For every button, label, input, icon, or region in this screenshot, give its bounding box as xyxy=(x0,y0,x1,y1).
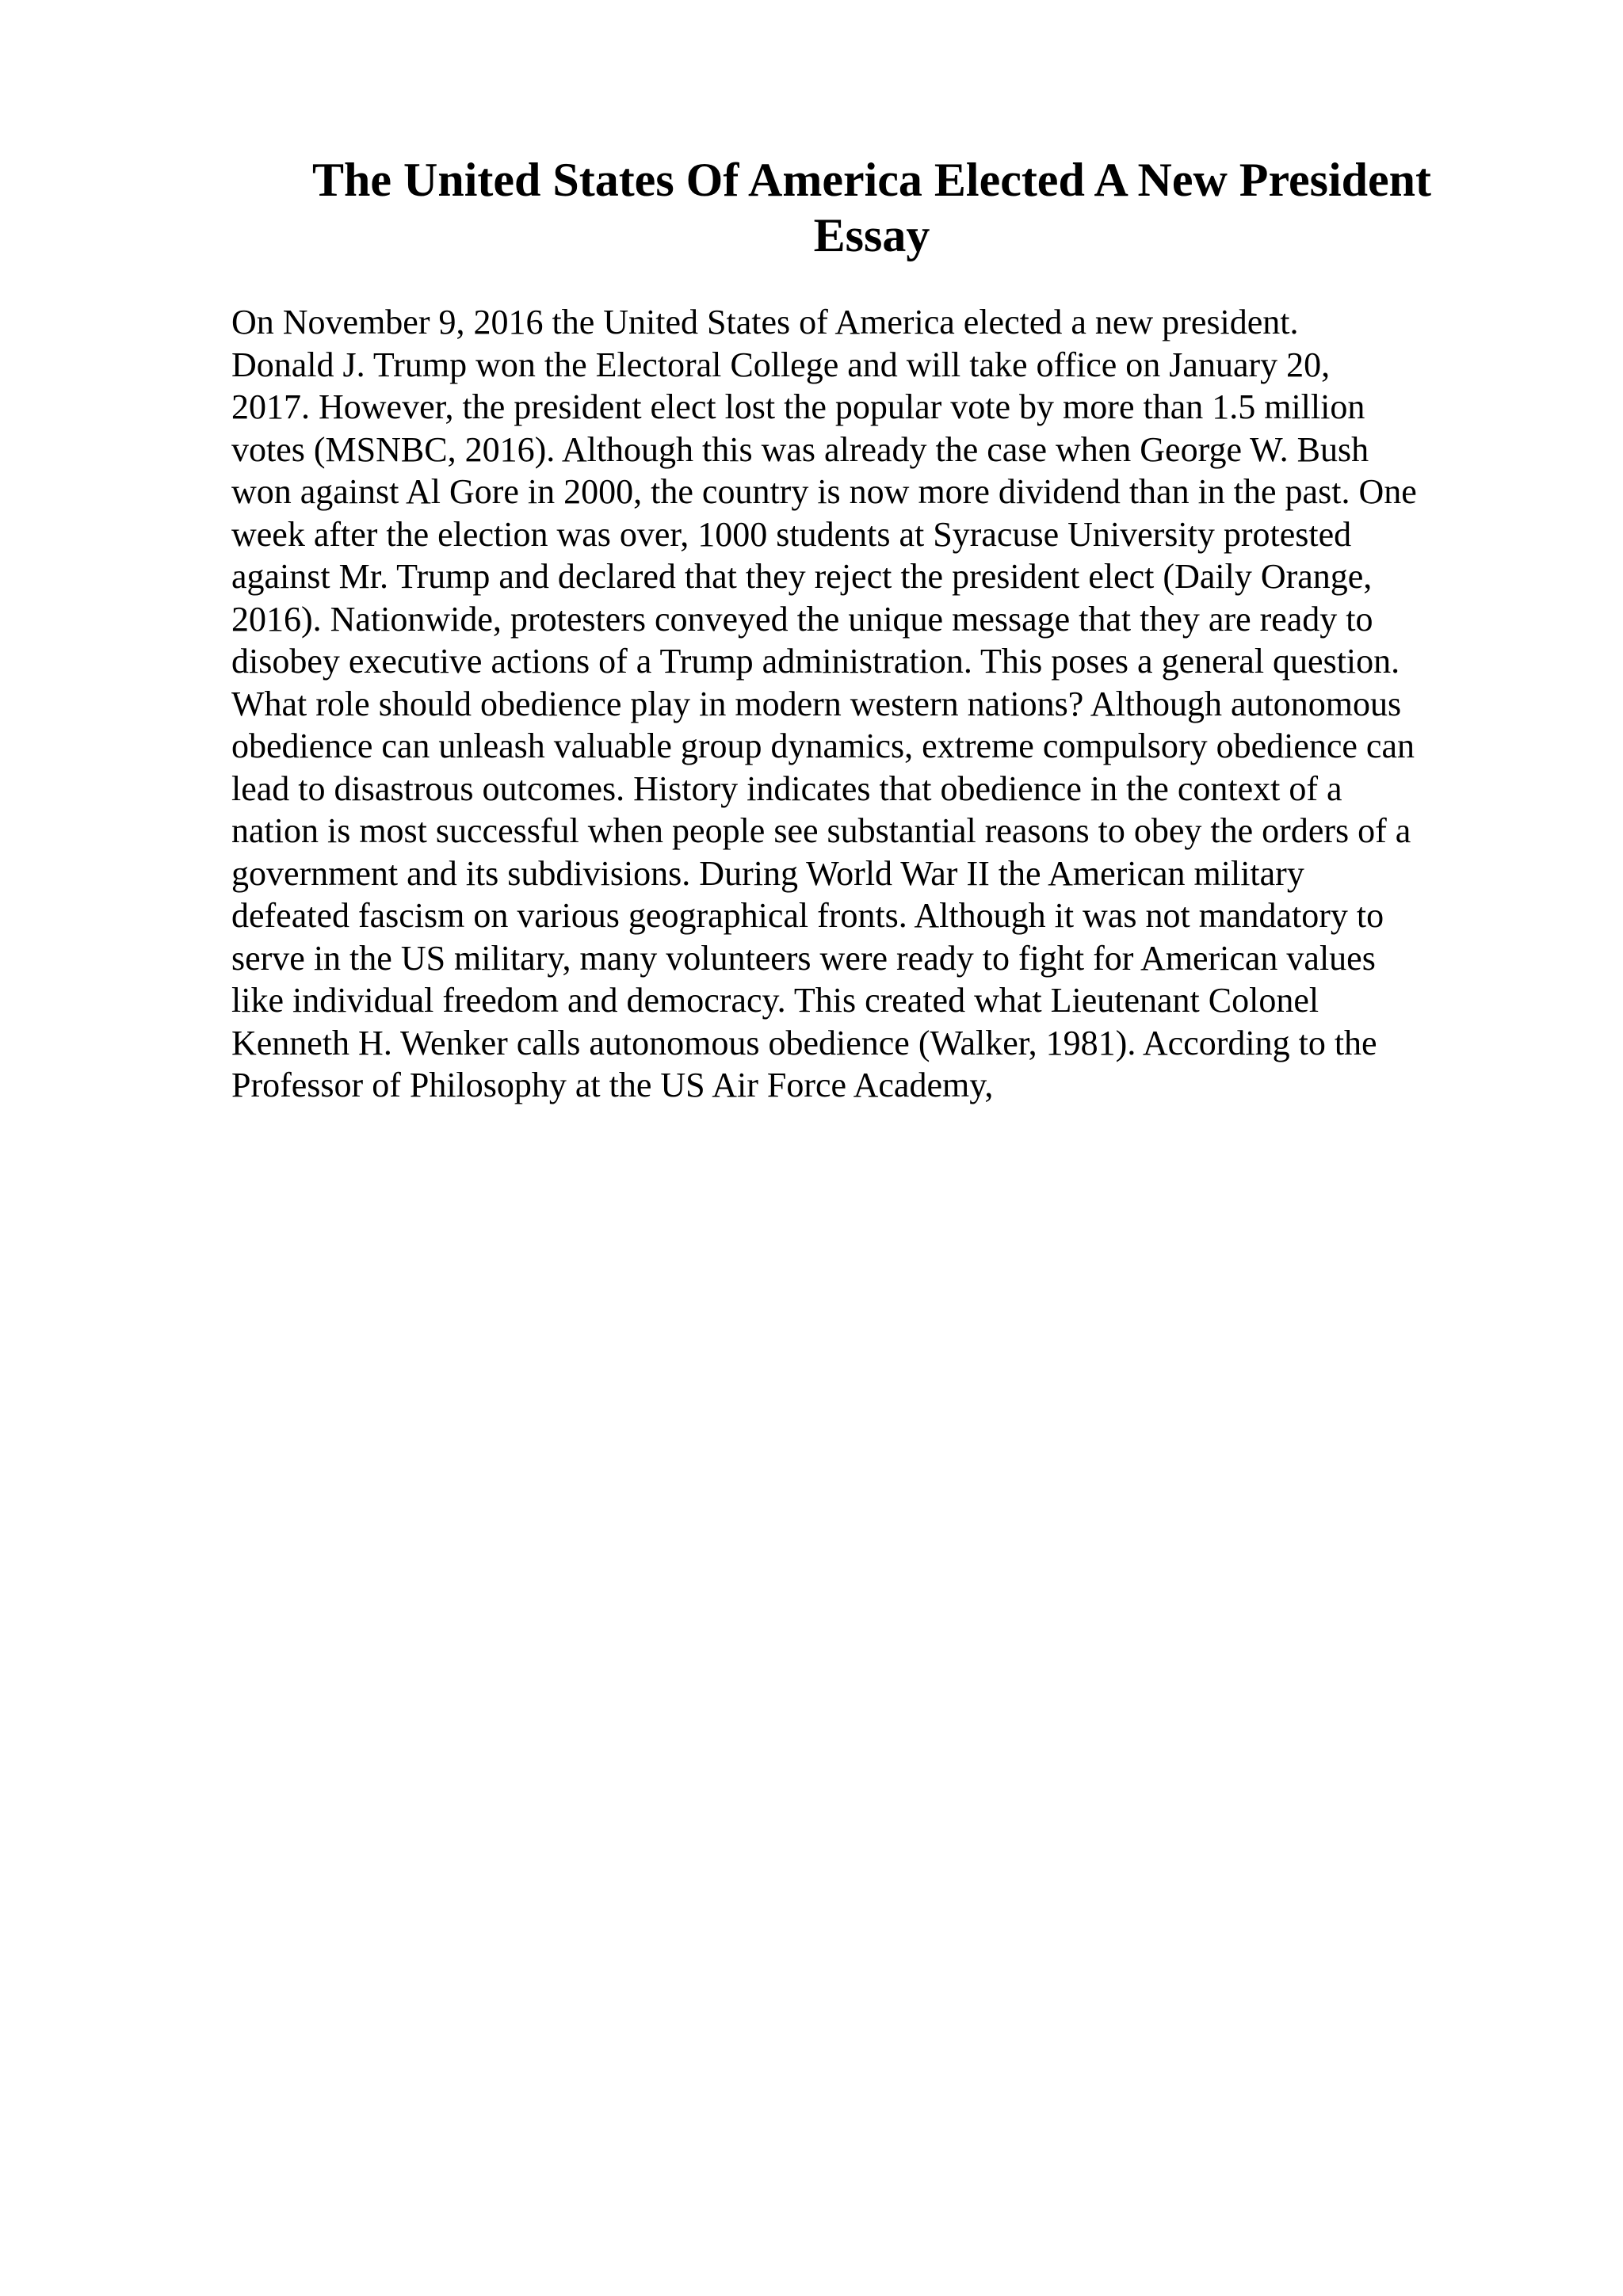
body-line: Donald J. Trump won the Electoral College and will take office on January 20, xyxy=(231,345,1331,384)
essay-title-line: The United States Of America Elected A New President xyxy=(311,154,1432,206)
body-line: On November 9, 2016 the United States of America elected a new president. xyxy=(231,303,1299,341)
essay-body xyxy=(231,301,1499,1107)
body-line: lead to disastrous outcomes. History indicates that obedience in the context of a xyxy=(231,769,1342,808)
body-line: defeated fascism on various geographical fronts. Although it was not mandatory to xyxy=(231,896,1384,935)
body-line: government and its subdivisions. During World War II the American military xyxy=(231,853,1304,893)
body-line: against Mr. Trump and declared that they reject the president elect (Daily Orange, xyxy=(231,557,1373,596)
body-line: What role should obedience play in modern western nations? Although autonomous xyxy=(231,684,1402,723)
body-line: won against Al Gore in 2000, the country is now more dividend than in the past. One xyxy=(231,472,1417,511)
body-line: like individual freedom and democracy. This created what Lieutenant Colonel xyxy=(231,981,1319,1020)
body-line: 2017. However, the president elect lost the popular vote by more than 1.5 million xyxy=(231,387,1365,426)
essay-title xyxy=(238,152,1506,263)
body-line: Professor of Philosophy at the US Air Force Academy, xyxy=(231,1066,994,1104)
body-line: nation is most successful when people see substantial reasons to obey the orders of a xyxy=(231,811,1411,850)
body-line: 2016). Nationwide, protesters conveyed the unique message that they are ready to xyxy=(231,599,1373,639)
essay-title-line: Essay xyxy=(813,209,930,261)
body-line: serve in the US military, many volunteers were ready to fight for American values xyxy=(231,938,1376,978)
body-line: week after the election was over, 1000 students at Syracuse University protested xyxy=(231,514,1352,554)
body-line: Kenneth H. Wenker calls autonomous obedience (Walker, 1981). According to the xyxy=(231,1023,1377,1062)
body-line: obedience can unleash valuable group dynamics, extreme compulsory obedience can xyxy=(231,727,1415,765)
body-line: disobey executive actions of a Trump administration. This poses a general question. xyxy=(231,642,1400,681)
body-line: votes (MSNBC, 2016). Although this was already the case when George W. Bush xyxy=(231,429,1369,469)
